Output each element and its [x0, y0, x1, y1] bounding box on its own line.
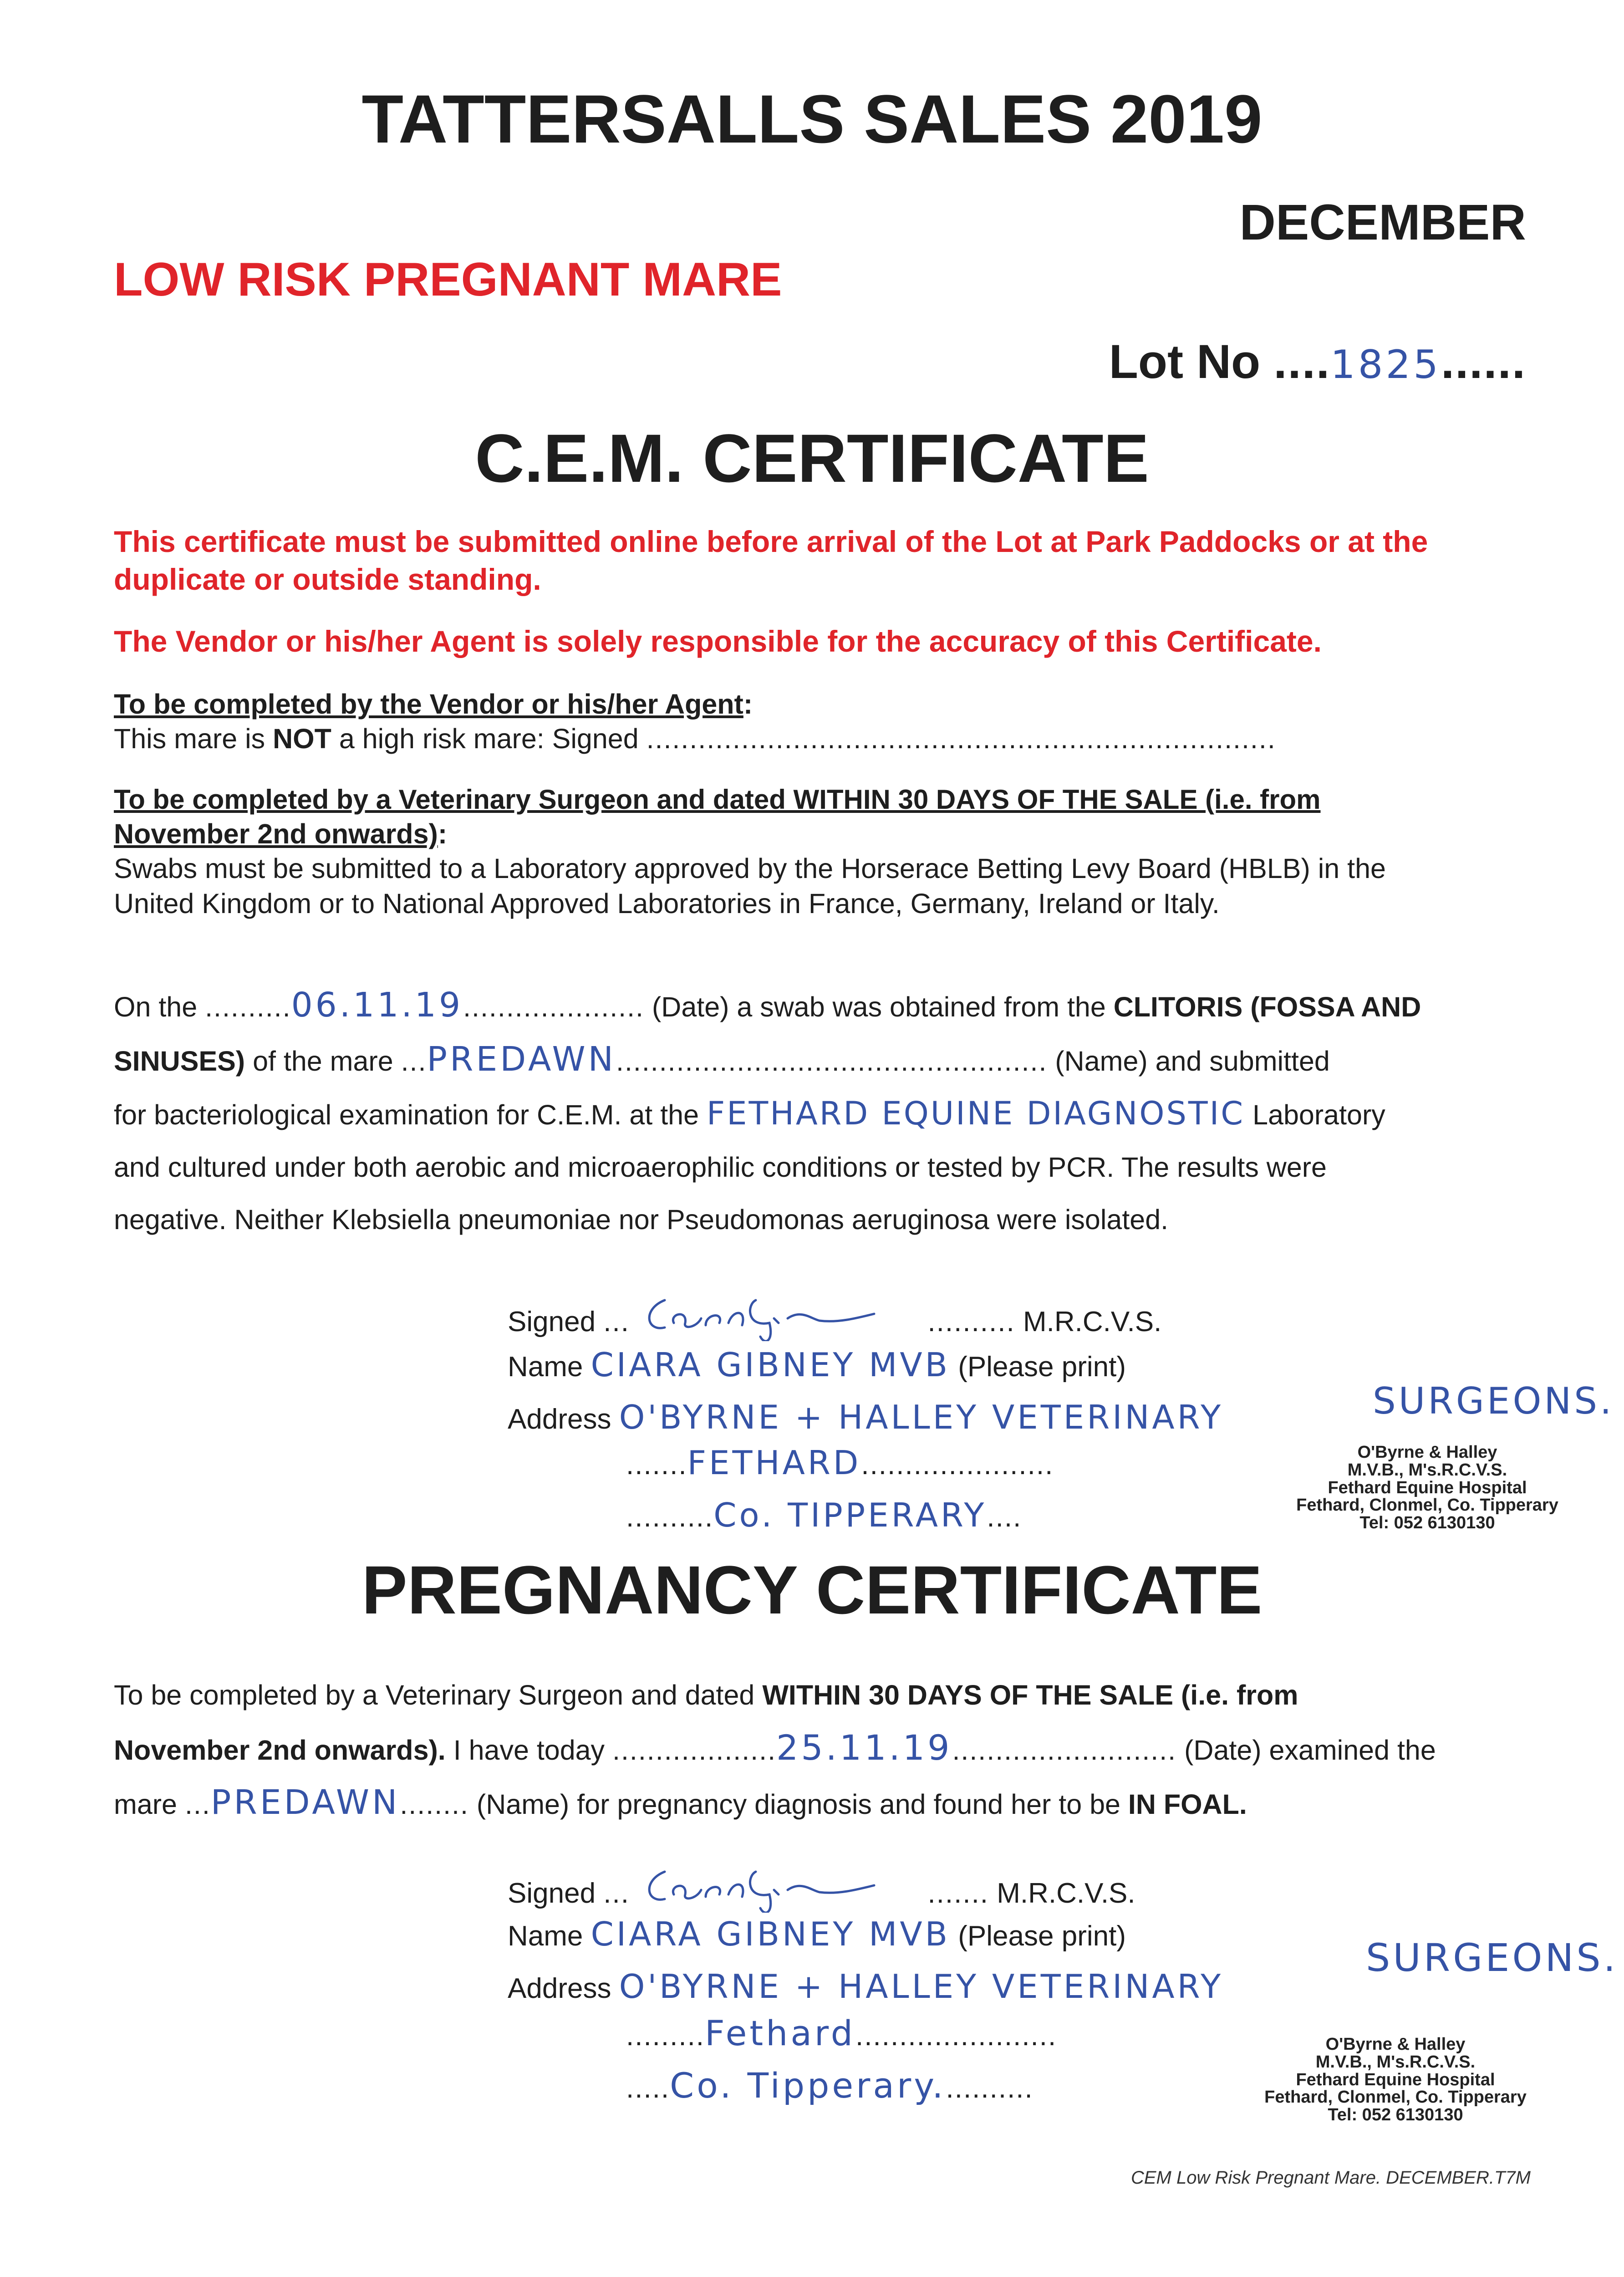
vet-heading-line1: To be completed by a Veterinary Surgeon and dated WITHIN 30 DAYS OF THE SALE (i.e. from — [114, 784, 1321, 815]
vendor-section: To be completed by the Vendor or his/her Agent: This mare is NOT a high risk mare: Signed ......................................................................... — [114, 687, 1530, 756]
pregnancy-certificate-title: PREGNANCY CERTIFICATE — [361, 1552, 1263, 1628]
responsibility-notice: The Vendor or his/her Agent is solely responsible for the accuracy of this Certificate. — [114, 624, 1322, 658]
cem-address-line1: Address O'BYRNE + HALLEY VETERINARY — [508, 1398, 1224, 1436]
swab-instruction-1: Swabs must be submitted to a Laboratory approved by the Horserace Betting Levy Board (HBLB) in the — [114, 853, 1386, 884]
swab-instruction-2: United Kingdom or to National Approved Laboratories in France, Germany, Ireland or Italy. — [114, 888, 1220, 919]
vet-practice-stamp-2: O'Byrne & Halley M.V.B., M's.R.C.V.S. Fethard Equine Hospital Fethard, Clonmel, Co. Tipperary Tel: 052 6130130 — [1264, 2035, 1527, 2124]
cem-statement: On the ..........06.11.19..................... (Date) a swab was obtained from the CLITORIS (FOSSA AND SINUSES) of the mare ...PREDAWN.................................................. (Name) and submitted for bacteriological examination for C.E.M. at the FETHARD EQUINE DIAGNOSTIC Laboratory and cultured under both aerobic and microaerophilic conditions or tested by PCR. The results were negative. Neither Klebsiella pneumoniae nor Pseudomonas aeruginosa were isolated. — [114, 979, 1530, 1246]
vet-heading-line2: November 2nd onwards) — [114, 818, 438, 849]
vet-section-intro: To be completed by a Veterinary Surgeon and dated WITHIN 30 DAYS OF THE SALE (i.e. from November 2nd onwards): Swabs must be submitted to a Laboratory approved by the Horserace Betting Levy Board (HBLB) in the United Kingdom or to National Approved Laboratories in France, Germany, Ireland or Italy. — [114, 782, 1530, 921]
document-title: TATTERSALLS SALES 2019 — [361, 81, 1263, 157]
pregnancy-address-line3: .....Co. Tipperary........... — [626, 2065, 1033, 2106]
vendor-heading: To be completed by the Vendor or his/her Agent — [114, 689, 743, 720]
pregnancy-statement: To be completed by a Veterinary Surgeon and dated WITHIN 30 DAYS OF THE SALE (i.e. from November 2nd onwards). I have today ...................25.11.19.......................... (Date) examined the mare ...PREDAWN........ (Name) for pregnancy diagnosis and found her to be IN FOAL. — [114, 1680, 1436, 1822]
negative-results-statement: negative. Neither Klebsiella pneumoniae nor Pseudomonas aeruginosa were isolated. — [114, 1204, 1169, 1235]
pregnancy-mare-name-field[interactable]: PREDAWN — [210, 1783, 400, 1822]
cem-address-line2: .......FETHARD...................... — [626, 1444, 1054, 1482]
laboratory-name-field[interactable]: FETHARD EQUINE DIAGNOSTIC — [706, 1095, 1245, 1132]
lot-number-line: Lot No ....1825...... — [1109, 335, 1526, 388]
lot-label: Lot No — [1109, 335, 1261, 388]
vendor-declaration: This mare is NOT a high risk mare: Signed ......................................................................... — [114, 723, 1276, 755]
pregnancy-address-field-3[interactable]: Co. Tipperary. — [670, 2065, 946, 2106]
pregnancy-address-field-1[interactable]: O'BYRNE + HALLEY VETERINARY — [619, 1967, 1224, 2006]
swab-date-field[interactable]: 06.11.19 — [291, 985, 463, 1025]
sale-month: DECEMBER — [1239, 194, 1526, 250]
pregnancy-address-line1: Address O'BYRNE + HALLEY VETERINARY — [508, 1967, 1224, 2006]
footer-reference: CEM Low Risk Pregnant Mare. DECEMBER.T7M — [1130, 2168, 1531, 2188]
pregnancy-address-line2: .........Fethard....................... — [626, 2013, 1057, 2053]
pregnancy-vet-name-field[interactable]: CIARA GIBNEY MVB — [591, 1915, 951, 1953]
cem-address-field-3[interactable]: Co. TIPPERARY — [713, 1496, 987, 1534]
cem-vet-name-field[interactable]: CIARA GIBNEY MVB — [591, 1346, 951, 1384]
mare-category: LOW RISK PREGNANT MARE — [114, 253, 782, 306]
cem-address-field-2[interactable]: FETHARD — [687, 1444, 861, 1482]
pregnancy-exam-date-field[interactable]: 25.11.19 — [776, 1727, 952, 1768]
pregnancy-address-field-1b[interactable]: SURGEONS. — [1366, 1935, 1619, 1980]
cem-certificate-title: C.E.M. CERTIFICATE — [475, 420, 1149, 496]
cem-address-field-1b[interactable]: SURGEONS. — [1373, 1380, 1614, 1422]
pregnancy-signed-line: Signed ... ....... M.R.C.V.S. — [508, 1863, 1135, 1913]
submission-notice: This certificate must be submitted online before arrival of the Lot at Park Paddocks or at the duplicate or outside standing. — [114, 525, 1428, 596]
vet-practice-stamp: O'Byrne & Halley M.V.B., M's.R.C.V.S. Fethard Equine Hospital Fethard, Clonmel, Co. Tipperary Tel: 052 6130130 — [1296, 1443, 1558, 1532]
cem-signature-icon[interactable] — [637, 1291, 920, 1341]
lot-number[interactable]: 1825 — [1330, 342, 1441, 388]
cem-address-line3: ..........Co. TIPPERARY.... — [626, 1496, 1022, 1534]
cem-mare-name-field[interactable]: PREDAWN — [427, 1040, 616, 1079]
cem-name-line: Name CIARA GIBNEY MVB (Please print) — [508, 1346, 1126, 1384]
pregnancy-signature-icon[interactable] — [637, 1863, 920, 1913]
pregnancy-name-line: Name CIARA GIBNEY MVB (Please print) — [508, 1915, 1126, 1953]
pregnancy-address-field-2[interactable]: Fethard — [705, 2013, 856, 2053]
cem-address-field-1[interactable]: O'BYRNE + HALLEY VETERINARY — [619, 1398, 1224, 1436]
culture-statement: and cultured under both aerobic and microaerophilic conditions or tested by PCR. The results were — [114, 1152, 1327, 1183]
cem-signed-line: Signed ... .......... M.R.C.V.S. — [508, 1291, 1161, 1341]
vendor-signature-field[interactable]: ......................................................................... — [646, 723, 1276, 755]
